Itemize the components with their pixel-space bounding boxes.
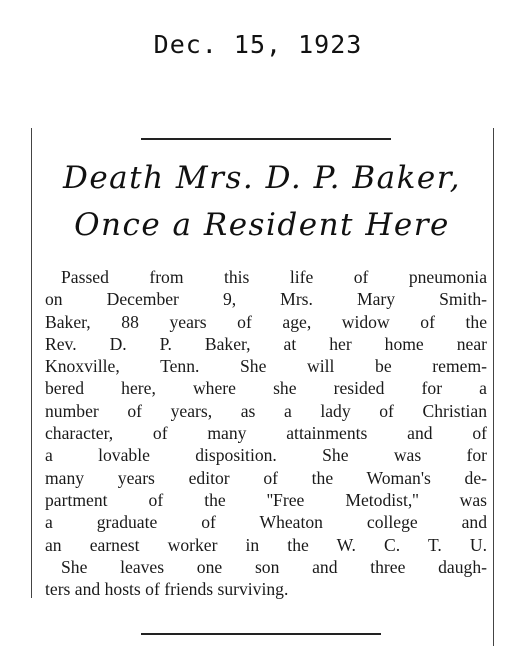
body-line: number of years, as a lady of Christian xyxy=(45,400,487,421)
body-line: Baker, 88 years of age, widow of the xyxy=(45,311,487,332)
top-divider xyxy=(141,138,391,140)
column-rule-left xyxy=(31,128,32,598)
column-rule-right xyxy=(493,128,494,646)
body-line: character, of many attainments and of xyxy=(45,423,487,444)
body-line: bered here, where she resided for a xyxy=(45,378,487,399)
body-line: Knoxville, Tenn. She will be remem- xyxy=(45,356,487,377)
body-line: many years editor of the Woman's de- xyxy=(45,467,487,488)
body-line: a graduate of Wheaton college and xyxy=(45,512,487,533)
body-line: partment of the ''Free Metodist,'' was xyxy=(45,489,487,510)
bottom-divider xyxy=(141,633,381,635)
clipping-date: Dec. 15, 1923 xyxy=(153,30,363,59)
body-line: Rev. D. P. Baker, at her home near xyxy=(45,333,487,354)
newspaper-clipping xyxy=(31,128,495,646)
body-line: She leaves one son and three daugh- xyxy=(61,556,487,577)
body-line: a lovable disposition. She was for xyxy=(45,445,487,466)
body-line: ters and hosts of friends surviving. xyxy=(45,579,289,600)
body-line: on December 9, Mrs. Mary Smith- xyxy=(45,289,487,310)
body-line: an earnest worker in the W. C. T. U. xyxy=(45,534,487,555)
article-body xyxy=(45,266,487,600)
headline-line-2: Once a Resident Here xyxy=(74,207,450,243)
headline-line-1: Death Mrs. D. P. Baker, xyxy=(62,160,462,196)
body-line: Passed from this life of pneumonia xyxy=(61,267,487,287)
